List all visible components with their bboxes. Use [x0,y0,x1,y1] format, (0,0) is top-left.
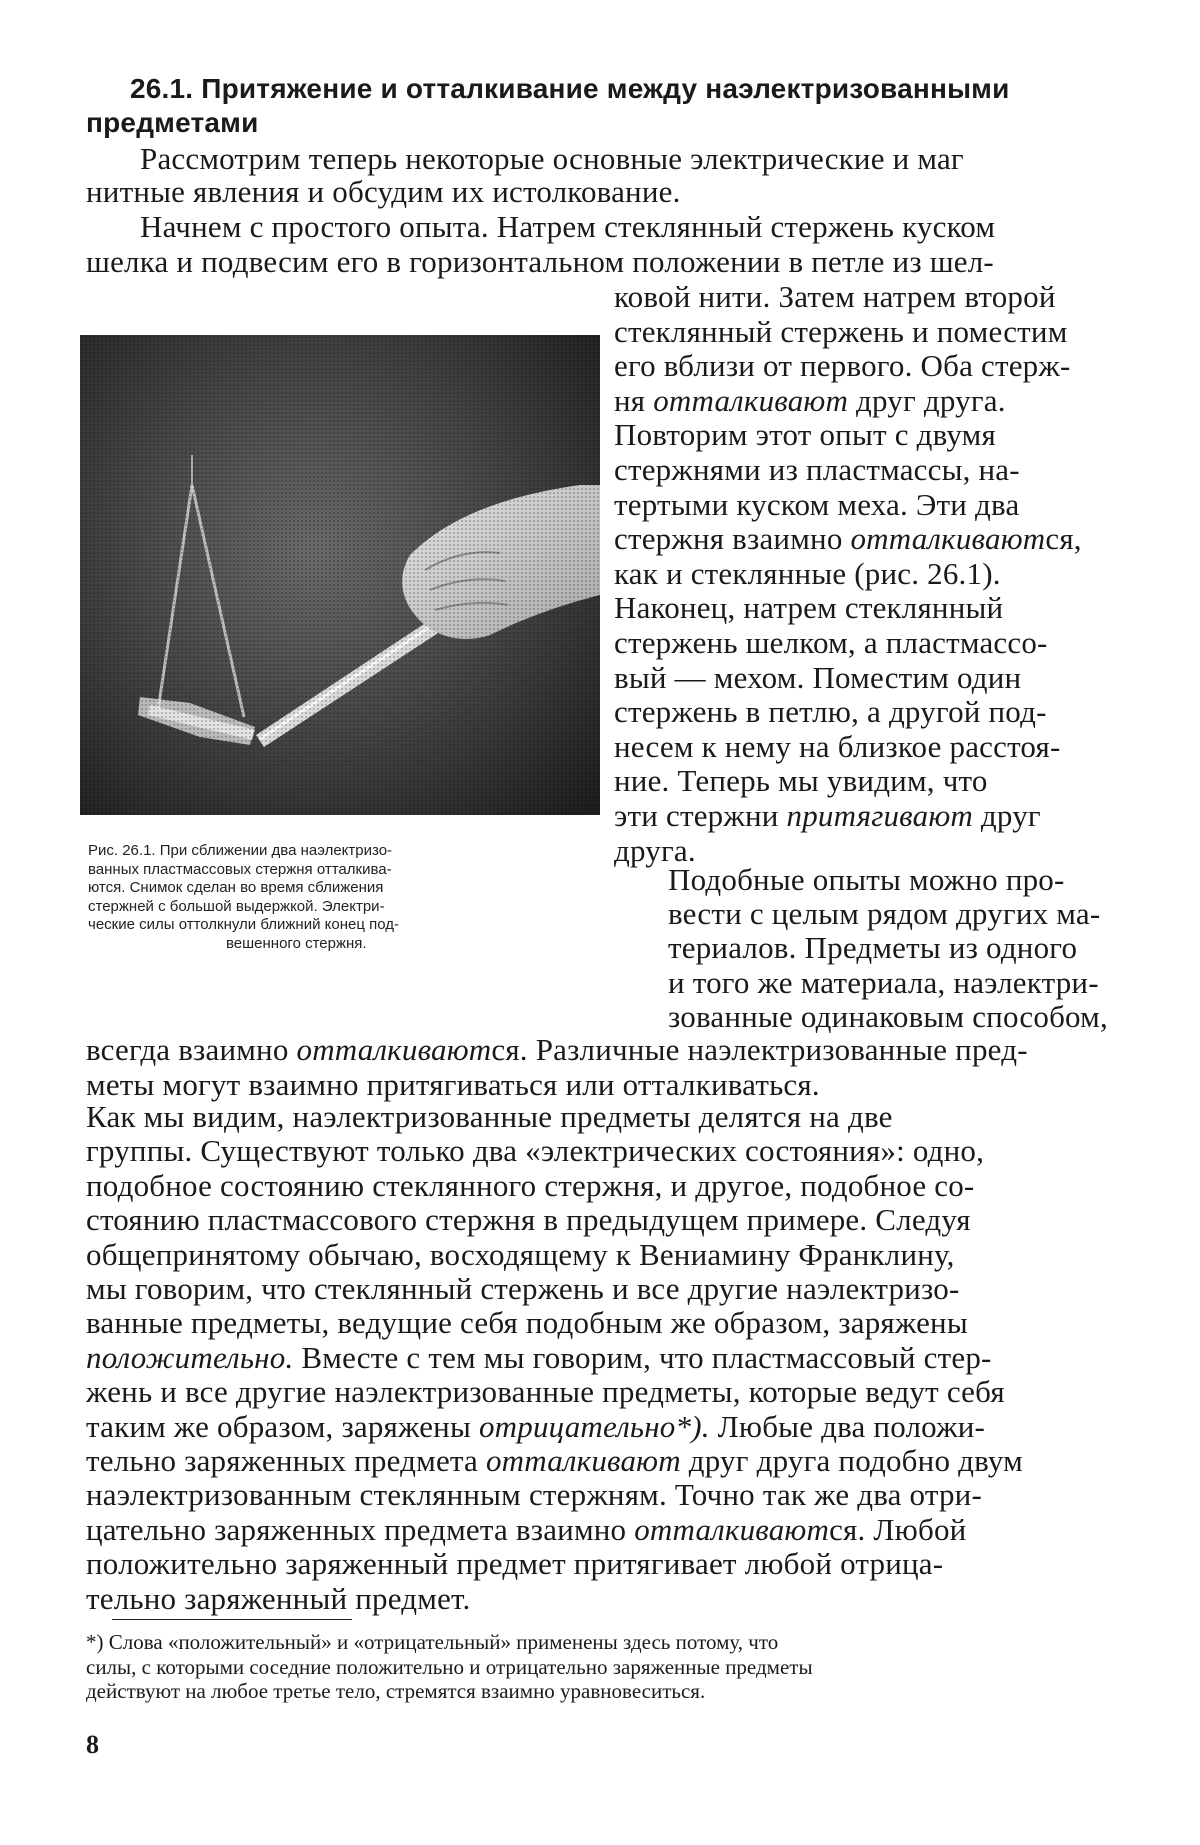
para2-line: стержень в петлю, а другой под- [614,694,1047,730]
footnote-line: силы, с которыми соседние положительно и отрицательно заряженные предметы [86,1654,813,1679]
para3-line: меты могут взаимно притягиваться или отталкиваться. [86,1067,820,1102]
para4-line: положительно. Вместе с тем мы говорим, что пластмассовый стер- [86,1339,992,1375]
para2-line: стержня взаимно отталкиваются, [614,521,1082,557]
para2-line: несем к нему на близкое расстоя- [614,728,1061,764]
para2-line: ня отталкивают друг друга. [614,382,1006,418]
charged-rods-photo [80,335,600,815]
para4-line: ванные предметы, ведущие себя подобным же образом, заряжены [86,1305,968,1341]
para2-line: Начнем с простого опыта. Натрем стеклянный стержень куском [140,209,996,244]
para2-line: друга. [614,832,696,868]
caption-line: ческие силы оттолкнули ближний конец под- [88,916,399,933]
para2-line: шелка и подвесим его в горизонтальном положении в петле из шел- [86,244,994,279]
para4-line: цательно заряженных предмета взаимно отталкиваются. Любой [86,1511,967,1547]
footnote-rule [112,1619,352,1620]
para2-line: стержень шелком, а пластмассо- [614,625,1048,660]
para3-line: Подобные опыты можно про- [668,862,1065,897]
para4-line: Как мы видим, наэлектризованные предметы делятся на две [86,1099,893,1134]
section-title-cont: предметами [86,107,259,138]
para4-line: общепринятому обычаю, восходящему к Вениамину Франклину, [86,1236,955,1272]
para3-line: всегда взаимно отталкиваются. Различные наэлектризованные пред- [86,1032,1028,1067]
para2-line: ковой нити. Затем натрем второй [614,279,1056,314]
para4-line: наэлектризованным стеклянным стержням. Точно так же два отри- [86,1477,982,1513]
caption-line: ются. Снимок сделан во время сближения [88,879,384,896]
para2-line: эти стержни притягивают друг [614,798,1041,833]
para4-line: тельно заряженный предмет. [86,1580,471,1616]
para3-line: вести с целым рядом других ма- [668,896,1101,932]
para4-line: жень и все другие наэлектризованные предметы, которые ведут себя [86,1374,1005,1410]
para2-line: Наконец, натрем стеклянный [614,590,1004,626]
para4-line: таким же образом, заряжены отрицательно*). Любые два положи- [86,1408,986,1444]
para1-line: Рассмотрим теперь некоторые основные электрические и маг [140,141,964,176]
para4-line: стоянию пластмассового стержня в предыдущем примере. Следуя [86,1202,971,1238]
caption-line: Рис. 26.1. При сближении два наэлектризо- [88,842,393,859]
caption-line: стержней с большой выдержкой. Электри- [88,897,385,915]
para3-line: териалов. Предметы из одного [668,930,1078,966]
para2-line: стержнями из пластмассы, на- [614,452,1020,487]
footnote-line: действуют на любое третье тело, стремятся взаимно уравновеситься. [86,1679,706,1703]
para2-line: тертыми куском меха. Эти два [614,486,1020,522]
para1-line: нитные явления и обсудим их истолкование. [86,174,681,209]
para2-line: стеклянный стержень и поместим [614,313,1068,349]
para2-line: Повторим этот опыт с двумя [614,417,996,453]
para4-line: тельно заряженных предмета отталкивают друг друга подобно двум [86,1443,1023,1478]
page-number: 8 [86,1730,99,1759]
figure-photo [80,335,600,815]
para4-line: положительно заряженный предмет притягивает любой отрица- [86,1546,944,1582]
para2-line: ние. Теперь мы увидим, что [614,763,988,799]
para4-line: подобное состоянию стеклянного стержня, и другое, подобное со- [86,1167,975,1203]
para4-line: группы. Существуют только два «электрических состояния»: одно, [86,1133,985,1169]
para2-line: как и стеклянные (рис. 26.1). [614,555,1001,591]
para2-line: вый — мехом. Поместим один [614,659,1022,695]
section-title: 26.1. Притяжение и отталкивание между наэлектризованными [130,73,1010,104]
para3-line: и того же материала, наэлектри- [668,964,1099,1000]
caption-line: ванных пластмассовых стержня отталкива- [88,860,392,878]
para2-line: его вблизи от первого. Оба стерж- [614,348,1071,384]
caption-line: вешенного стержня. [226,934,367,952]
para3-line: зованные одинаковым способом, [668,998,1108,1034]
footnote-line: *) Слова «положительный» и «отрицательный» применены здесь потому, что [86,1630,779,1654]
para4-line: мы говорим, что стеклянный стержень и все другие наэлектризо- [86,1271,960,1306]
